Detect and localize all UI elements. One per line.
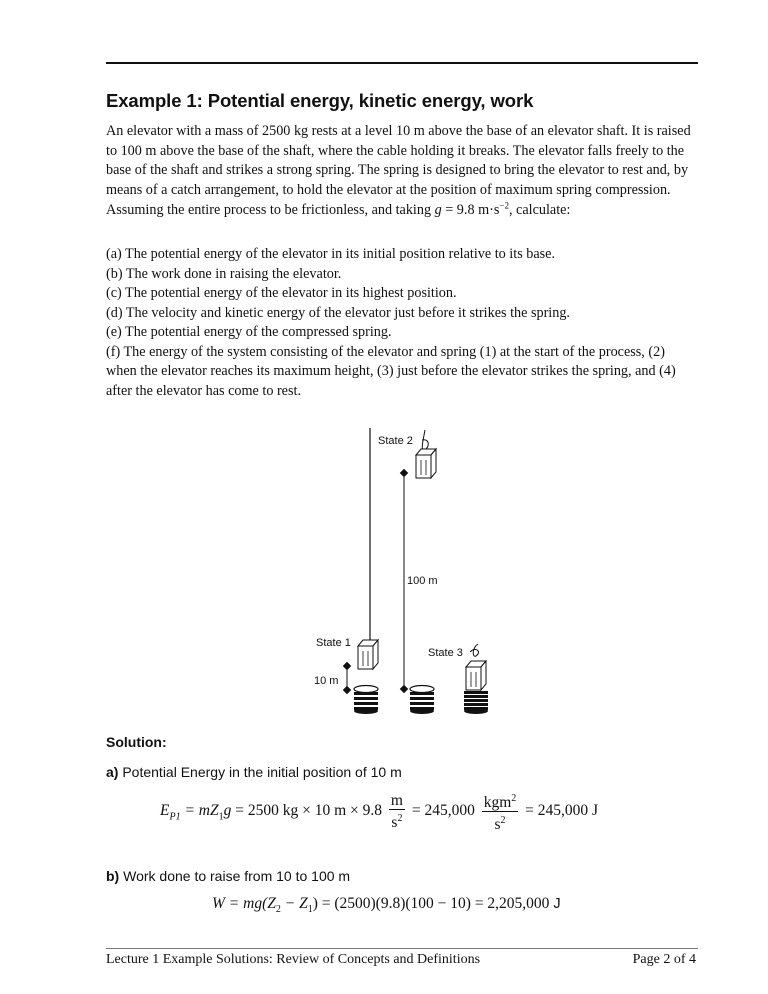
question-c: (c) The potential energy of the elevator in its highest position. <box>106 285 457 301</box>
page-number: Page 2 of 4 <box>632 952 696 967</box>
elevator-diagram <box>300 420 520 720</box>
equation-b: $W = mg(Z_2 - Z_1) = (2500)(9.8)(100 - 10) = 2,205,000$ J <box>212 895 561 916</box>
state2-label: State 2 <box>378 435 413 447</box>
marker-100m-bottom <box>400 685 408 693</box>
spring-3-compressed <box>464 691 488 714</box>
marker-10m-bottom <box>343 686 351 694</box>
state2-pointer <box>422 430 428 450</box>
equation-a: $E_{P1} = mZ_1g = 2500$ kg × 10 m × 9.8 $\frac{m}{s^2}$ = 245,000 $\frac{kgm^2}{s^2}$ = 245,000 J <box>160 790 598 833</box>
state3-label: State 3 <box>428 647 463 659</box>
question-b: (b) The work done in raising the elevator. <box>106 265 342 282</box>
question-f: (f) The energy of the system consisting of the elevator and spring (1) at the start of the process, (2) when the elevator reaches its maximum height, (3) just before the elevator strikes the spring, and (4) after the elevator has come to rest. <box>106 343 676 399</box>
question-a: (a) The potential energy of the elevator in its initial position relative to its base. <box>106 246 556 262</box>
part-b-heading: b) Work done to raise from 10 to 100 m <box>106 868 351 884</box>
top-rule <box>106 62 698 64</box>
question-d: (d) The velocity and kinetic energy of the elevator just before it strikes the spring. <box>106 304 570 321</box>
fraction-m-per-s2: $\frac{m}{s^2}$ <box>390 792 403 832</box>
solution-heading: Solution: <box>106 734 167 750</box>
state3-pointer <box>470 644 478 656</box>
part-a-heading: a) Potential Energy in the initial position of 10 m <box>106 764 402 780</box>
elevator-state1 <box>358 640 378 669</box>
example-title: Example 1: Potential energy, kinetic energy, work <box>106 90 534 111</box>
elevator-state3 <box>466 661 486 690</box>
fraction-kgm2-per-s2: $\frac{kgm^2}{s^2}$ <box>482 790 519 833</box>
footer-title: Lecture 1 Example Solutions: Review of Concepts and Definitions <box>106 952 481 967</box>
footer-rule <box>106 948 698 949</box>
state1-label: State 1 <box>316 637 351 649</box>
question-e: (e) The potential energy of the compressed spring. <box>106 324 392 340</box>
problem-statement: An elevator with a mass of 2500 kg rests at a level 10 m above the base of an elevator shaft. It is raised to 100 m above the base of the shaft, where the cable holding it breaks. The elevator falls freely to the base of the shaft and strikes a strong spring. The spring is designed to bring the elevator to rest and, by means of a catch arrangement, to hold the elevator at the position of maximum spring compression. Assuming the entire process to be frictionless, and taking g = 9.8 $m\cdot s^{-2}$, calculate: <box>106 123 691 218</box>
question-list <box>106 245 696 401</box>
spring-2 <box>410 686 434 715</box>
height-100m-label: 100 m <box>407 575 438 587</box>
height-10m-label: 10 m <box>314 675 339 687</box>
marker-100m-top <box>400 469 408 477</box>
spring-1 <box>354 686 378 715</box>
marker-10m-top <box>343 662 351 670</box>
elevator-state2 <box>416 449 436 478</box>
